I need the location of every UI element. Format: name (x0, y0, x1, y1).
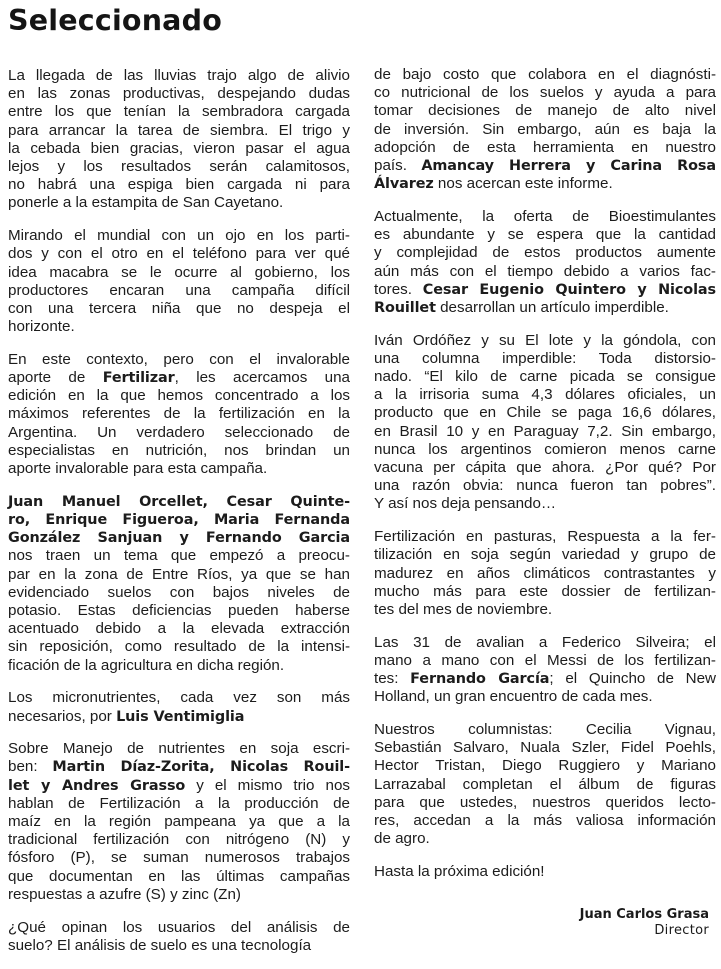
text-line (374, 634, 716, 652)
text-line (8, 405, 350, 423)
text-line (8, 795, 350, 813)
signature (580, 907, 709, 939)
text-run: tradicional fertilización con nitrógeno (N) y (8, 831, 350, 849)
text-line (8, 460, 350, 478)
text-line (374, 244, 716, 262)
text-run: para que ustedes, nuestros queridos lecto- (374, 793, 716, 811)
text-line (374, 368, 716, 386)
bold-text: ro, Enrique Figueroa, Maria Fernanda (8, 511, 350, 528)
right-column-paragraph (374, 863, 716, 881)
text-run: maíz en la región pampeana ya que a la (8, 813, 350, 831)
left-column-paragraph (8, 227, 350, 336)
text-run: y complejidad de estos productos aumente (374, 244, 716, 262)
text-line (374, 350, 716, 368)
text-run: máximos referentes de la fertilización en la (8, 405, 350, 423)
bold-text: Cesar Eugenio Quintero y Nicolas (422, 281, 716, 298)
text-run: vacuna per cápita que ahora. ¿Por qué? Por (374, 459, 716, 477)
text-line (374, 121, 716, 139)
text-line (8, 813, 350, 831)
text-run: La llegada de las lluvias trajo algo de alivio (8, 67, 350, 84)
text-line (374, 332, 716, 350)
text-run: Y así nos deja pensando… (374, 495, 557, 513)
bold-text: Luis Ventimiglia (116, 708, 245, 725)
right-column-paragraph (374, 721, 716, 848)
text-line (8, 547, 350, 565)
text-run: tilización en soja según variedad y grupo de (374, 546, 716, 564)
text-run: en Brasil 10 y en Paraguay 7,2. Sin embargo, (374, 422, 716, 440)
text-run: idea macabra se le ocurre al gobierno, los (8, 263, 350, 281)
text-line (8, 300, 350, 318)
bold-text: let y Andres Grasso (8, 777, 186, 794)
text-line (8, 194, 350, 212)
text-run: una columna imperdible: Toda distorsio- (374, 349, 716, 367)
text-run: horizonte. (8, 318, 75, 336)
text-line (8, 140, 350, 158)
text-line (8, 387, 350, 405)
text-line (374, 670, 716, 688)
text-run: potasio. Estas deficiencias pueden haberse (8, 601, 350, 619)
text-run: producto que en Chile se paga 16,6 dólares, (374, 404, 716, 422)
bold-text: Juan Manuel Orcellet, Cesar Quinte- (8, 493, 350, 510)
text-line (374, 495, 716, 513)
text-run: Holland, un gran encuentro de cada mes. (374, 688, 653, 706)
text-line (374, 721, 716, 739)
text-line (374, 157, 716, 175)
text-run: no habrá una espiga bien cargada ni para (8, 176, 350, 194)
bold-text: Rouillet (374, 299, 436, 316)
left-column-paragraph (8, 351, 350, 478)
text-line (374, 812, 716, 830)
right-column-paragraph (374, 528, 716, 619)
text-line (8, 886, 350, 904)
bold-text: Martin Díaz-Zorita, Nicolas Rouil- (52, 759, 350, 776)
text-line (8, 584, 350, 602)
right-column-paragraph (374, 332, 716, 514)
text-run: edición en la que hemos concentrado a los (8, 387, 350, 405)
text-run: aporte de (8, 369, 103, 387)
text-line (374, 776, 716, 794)
text-line (374, 688, 716, 706)
text-run: nado. “El kilo de carne picada se consigue (374, 368, 716, 386)
text-run: , les acercamos una (174, 369, 350, 387)
text-run: Sebastián Salvaro, Nuala Szler, Fidel Poehls, (374, 739, 716, 757)
text-run: acentuado debido a la elevada extracción (8, 620, 350, 638)
text-run: sin reposición, como resultado de la intensi- (8, 638, 350, 656)
text-line (8, 566, 350, 584)
text-line (374, 583, 716, 601)
text-line (374, 423, 716, 441)
text-line (374, 226, 716, 244)
text-line (8, 919, 350, 937)
text-line (8, 369, 350, 387)
text-line (374, 739, 716, 757)
text-line (8, 318, 350, 336)
text-run: fósforo (P), se suman numerosos trabajos (8, 849, 350, 867)
text-line (374, 546, 716, 564)
text-line (374, 441, 716, 459)
text-run: entre los que tenían la sembradora cargada (8, 103, 350, 121)
text-run: aún más con el tiempo debido a varios fac- (374, 262, 716, 280)
text-line (8, 937, 350, 955)
text-line (8, 493, 350, 511)
text-run: Los micronutrientes, cada vez son más (8, 689, 350, 707)
text-line (374, 404, 716, 422)
text-run: tes: (374, 670, 411, 688)
text-run: en las zonas productivas, despejando dudas (8, 85, 350, 103)
text-run: Iván Ordóñez y su El lote y la góndola, con (374, 331, 716, 349)
text-line (8, 620, 350, 638)
bold-text: Amancay Herrera y Carina Rosa (421, 158, 716, 175)
left-column (8, 67, 350, 969)
text-line (8, 282, 350, 300)
text-line (374, 830, 716, 848)
text-line (8, 85, 350, 103)
text-line (8, 227, 350, 245)
text-run: con una tercera niña que no despeja el (8, 299, 350, 317)
text-line (374, 477, 716, 495)
right-column-paragraph (374, 66, 716, 193)
text-line (8, 657, 350, 675)
page-title: Seleccionado (8, 4, 222, 37)
text-run: a la irrisoria suma 4,3 dólares oficiales, un (374, 386, 716, 404)
text-line (8, 176, 350, 194)
text-run: evidenciado suelos con bajos niveles de (8, 583, 350, 601)
text-line (374, 652, 716, 670)
text-line (8, 122, 350, 140)
text-run: lejos y los resultados serán calamitosos, (8, 158, 350, 176)
text-run: res, accedan a la más valiosa información (374, 812, 716, 830)
text-run: madurez en años climáticos contrastantes y (374, 564, 716, 582)
right-column-paragraph (374, 208, 716, 317)
text-line (374, 139, 716, 157)
text-run: que documentan en las últimas campañas (8, 867, 350, 885)
text-line (374, 299, 716, 317)
text-line (374, 208, 716, 226)
text-run: desarrollan un artículo imperdible. (435, 298, 669, 316)
text-run: dos y con el otro en el teléfono para ver qué (8, 245, 350, 263)
text-run: necesarios, por (8, 707, 117, 725)
text-line (8, 758, 350, 776)
text-line (374, 281, 716, 299)
text-run: ben: (8, 758, 53, 776)
text-run: país. (374, 157, 422, 175)
text-run: es abundante y se espera que la cantidad (374, 226, 716, 244)
text-line (8, 158, 350, 176)
left-column-paragraph (8, 67, 350, 213)
text-line (8, 351, 350, 369)
text-line (374, 66, 716, 84)
text-run: tes del mes de noviembre. (374, 600, 553, 618)
signature-role: Director (654, 923, 709, 938)
text-line (8, 424, 350, 442)
text-run: y el mismo trio nos (185, 776, 350, 794)
text-run: de bajo costo que colabora en el diagnósti- (374, 66, 716, 83)
text-run: hablan de Fertilización a la producción de (8, 794, 350, 812)
text-run: ponerle a la estampita de San Cayetano. (8, 194, 284, 212)
text-run: mano a mano con el Messi de los fertilizan- (374, 651, 716, 669)
bold-text: Fertilizar (102, 370, 175, 387)
text-run: tomar decisiones de manejo de alto nivel (374, 102, 716, 120)
text-run: adopción de esta herramienta en nuestro (374, 138, 716, 156)
text-line (374, 175, 716, 193)
bold-text: Álvarez (374, 176, 434, 193)
text-line (374, 102, 716, 120)
text-run: mucho más para este dossier de fertilizan- (374, 582, 716, 600)
text-run: Las 31 de avalian a Federico Silveira; el (374, 633, 716, 651)
text-run: Argentina. Un verdadero seleccionado de (8, 423, 350, 441)
text-run: Hasta la próxima edición! (374, 862, 545, 880)
text-run: Larrazabal completan el álbum de figuras (374, 775, 716, 793)
text-line (8, 67, 350, 85)
text-line (8, 264, 350, 282)
text-run: de inversión. Sin embargo, aún es baja la (374, 120, 716, 138)
text-line (8, 689, 350, 707)
right-column-paragraph (374, 634, 716, 707)
bold-text: Fernando García (410, 671, 550, 688)
left-column-paragraph (8, 689, 350, 725)
text-line (8, 777, 350, 795)
text-line (8, 442, 350, 460)
text-run: una razón obvia: nunca fueron tan pobres”. (374, 477, 716, 495)
text-run: nos traen un tema que empezó a preocu- (8, 547, 350, 565)
text-run: Nuestros columnistas: Cecilia Vignau, (374, 721, 716, 738)
text-line (374, 863, 716, 881)
text-run: especialistas en nutrición, nos brindan un (8, 441, 350, 459)
text-line (374, 757, 716, 775)
text-line (374, 794, 716, 812)
text-line (374, 263, 716, 281)
text-run: par en la zona de Entre Ríos, ya que se han (8, 565, 350, 583)
text-run: nos acercan este informe. (433, 175, 613, 193)
text-run: la cebada bien gracias, vieron pasar el agua (8, 139, 350, 157)
text-line (8, 831, 350, 849)
text-run: Hector Tristan, Diego Ruggiero y Mariano (374, 757, 716, 775)
text-run: suelo? El análisis de suelo es una tecnología (8, 936, 312, 954)
text-run: de agro. (374, 830, 430, 848)
text-run: aporte invalorable para esta campaña. (8, 460, 268, 478)
text-line (374, 528, 716, 546)
text-line (374, 565, 716, 583)
bold-text: González Sanjuan y Fernando Garcia (8, 530, 350, 547)
text-line (8, 529, 350, 547)
text-run: tores. (374, 280, 423, 298)
text-run: nunca los argentinos comieron menos carne (374, 440, 716, 458)
text-line (8, 602, 350, 620)
text-run: Actualmente, la oferta de Bioestimulantes (374, 207, 716, 225)
text-line (8, 638, 350, 656)
text-run: respuestas a azufre (S) y zinc (Zn) (8, 885, 241, 903)
text-run: Sobre Manejo de nutrientes en soja escri- (8, 740, 350, 758)
text-line (8, 511, 350, 529)
signature-name: Juan Carlos Grasa (579, 907, 709, 922)
left-column-paragraph (8, 919, 350, 955)
text-run: co nutricional de los suelos y ayuda a para (374, 84, 716, 102)
right-column (374, 66, 716, 896)
text-line (374, 84, 716, 102)
text-run: Mirando el mundial con un ojo en los parti- (8, 227, 350, 245)
text-run: ficación de la agricultura en dicha región. (8, 656, 285, 674)
text-line (8, 849, 350, 867)
text-line (8, 103, 350, 121)
left-column-paragraph (8, 740, 350, 904)
text-line (374, 459, 716, 477)
text-run: productores encaran una campaña difícil (8, 281, 350, 299)
text-line (8, 708, 350, 726)
text-run: para arrancar la tarea de siembra. El trigo y (8, 121, 350, 139)
text-line (374, 601, 716, 619)
text-line (8, 245, 350, 263)
text-run: Fertilización en pasturas, Respuesta a la fer- (374, 528, 716, 546)
left-column-paragraph (8, 493, 350, 675)
text-line (374, 386, 716, 404)
text-line (8, 740, 350, 758)
text-run: ; el Quincho de New (549, 670, 717, 688)
text-run: En este contexto, pero con el invalorable (8, 350, 350, 368)
text-line (8, 868, 350, 886)
text-run: ¿Qué opinan los usuarios del análisis de (8, 918, 350, 936)
